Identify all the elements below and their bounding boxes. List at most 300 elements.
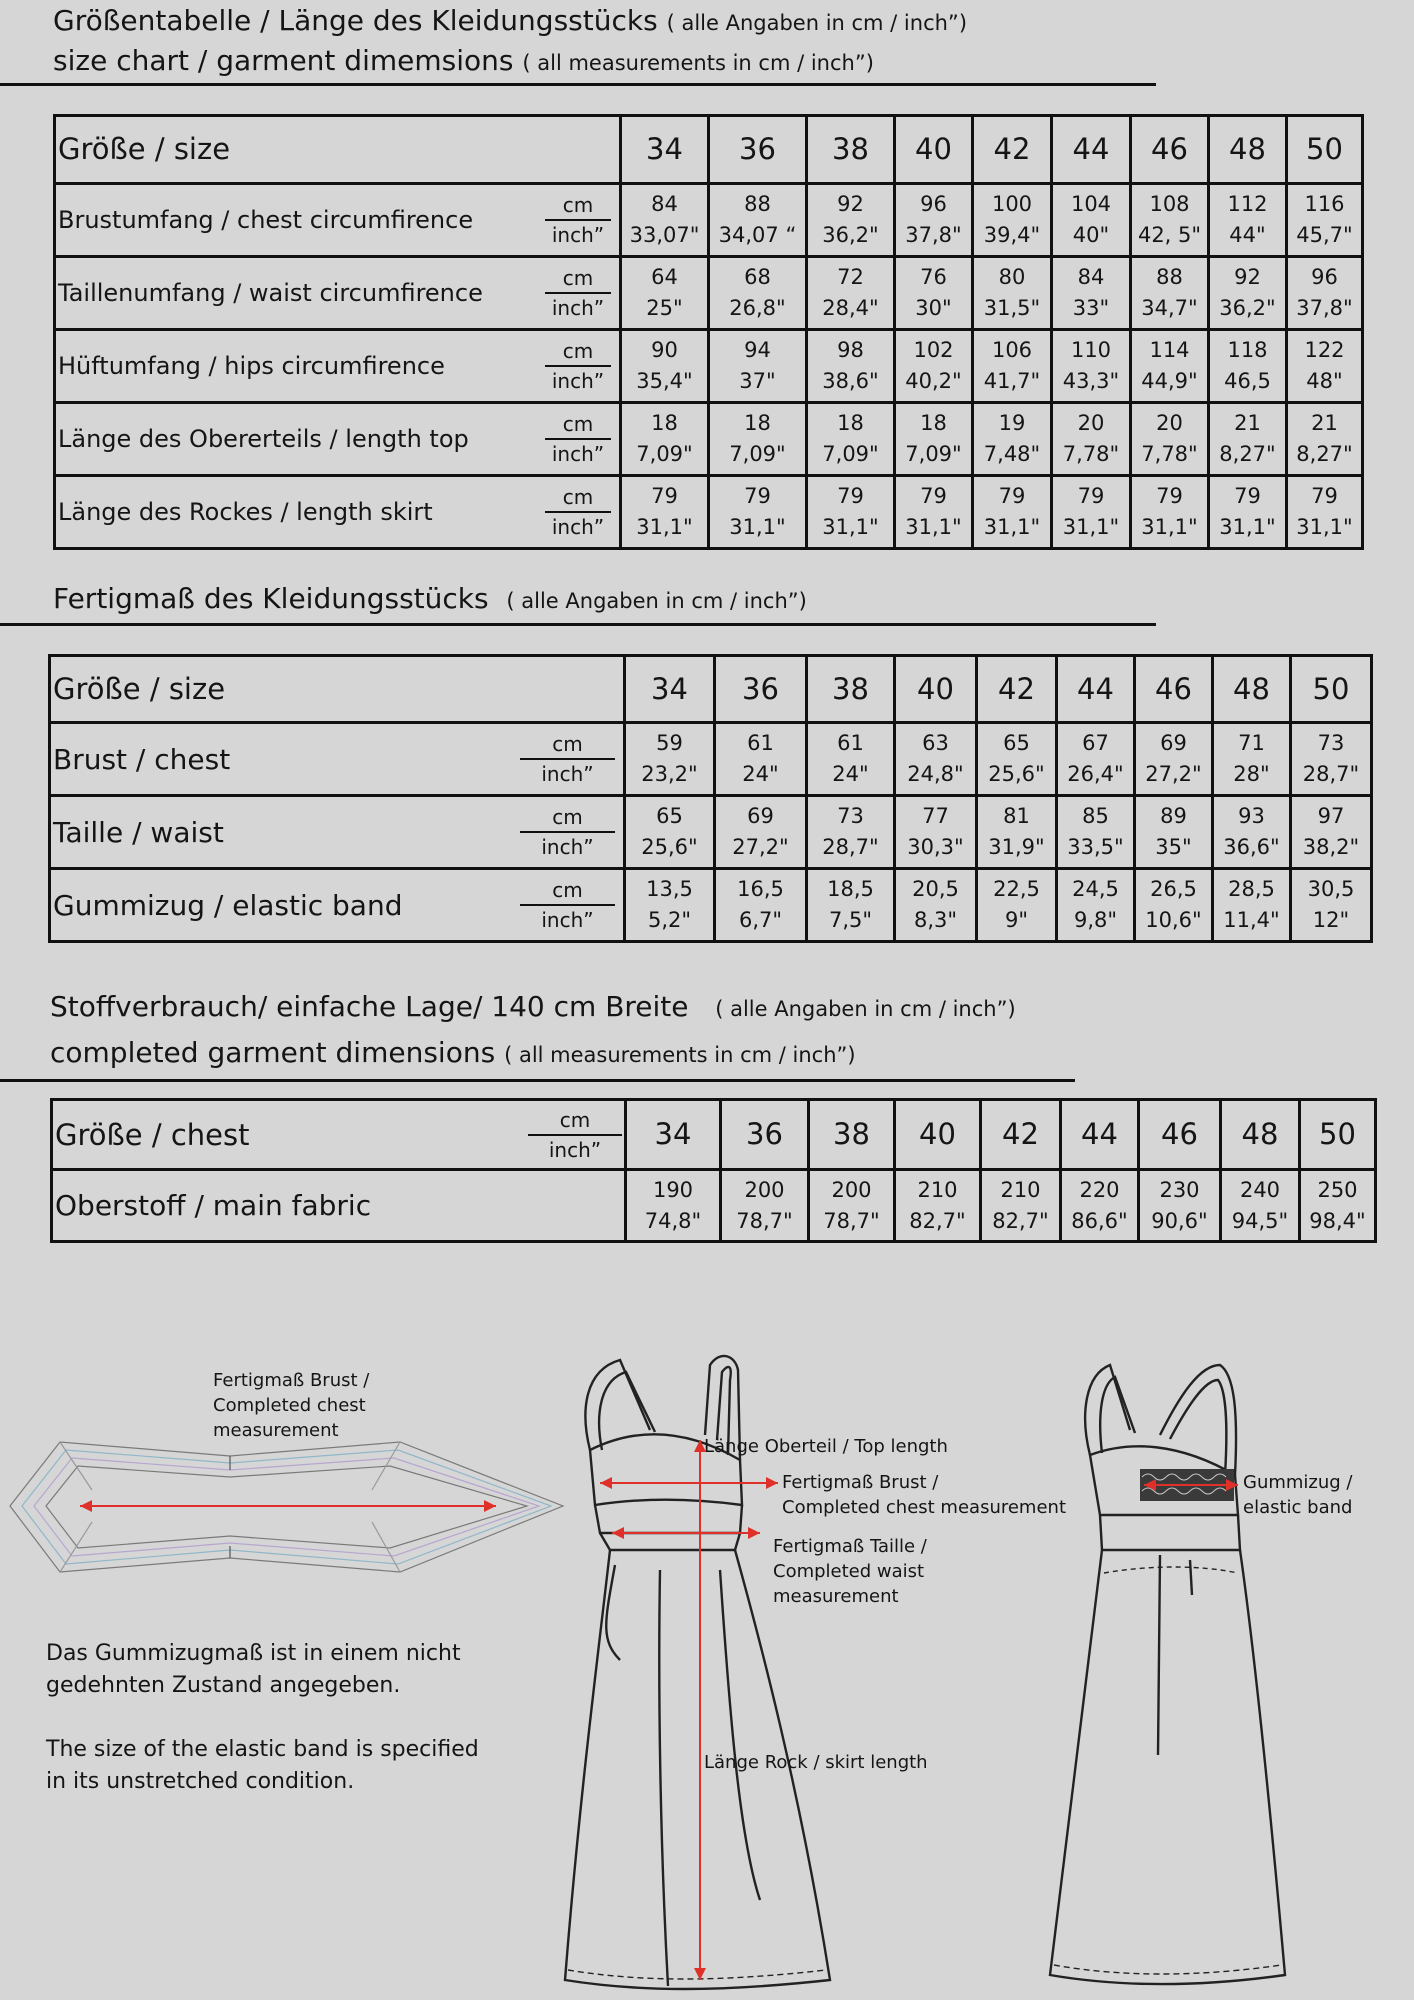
value-inch: 37"	[739, 369, 776, 393]
size-chart-row	[55, 330, 1363, 403]
size-header-cell: 40	[895, 656, 977, 723]
bodice-label-line: Completed chest	[213, 1395, 366, 1416]
row-label-cell	[50, 796, 625, 869]
measurement-cell	[1131, 184, 1209, 257]
size-header-cell: 44	[1052, 116, 1131, 184]
value-cm: 96	[1311, 265, 1338, 289]
measurement-cell	[807, 403, 895, 476]
unit-cm: cm	[545, 337, 611, 367]
unit-labels	[545, 264, 611, 322]
measurement-cell	[1209, 184, 1287, 257]
size-header-cell: 42	[981, 1100, 1061, 1170]
size-header-cell: 34	[625, 656, 715, 723]
value-cm: 88	[1156, 265, 1183, 289]
value-inch: 43,3"	[1062, 369, 1120, 393]
value-cm: 116	[1304, 192, 1345, 216]
measurement-cell	[709, 476, 807, 549]
measurement-cell	[1291, 723, 1372, 796]
unit-labels	[520, 730, 615, 788]
value-inch: 28,7"	[822, 835, 879, 859]
unit-inch: inch”	[551, 369, 605, 393]
fabric-header-label-text: Größe / chest	[55, 1117, 250, 1152]
measurement-cell	[1052, 330, 1131, 403]
measurement-cell	[807, 723, 895, 796]
measurement-cell	[715, 796, 807, 869]
value-inch: 42, 5"	[1137, 223, 1202, 247]
value-inch: 36,2"	[1219, 296, 1276, 320]
size-header-cell: 48	[1213, 656, 1291, 723]
measurement-cell	[807, 184, 895, 257]
bodice-label-line: Fertigmaß Brust /	[213, 1370, 370, 1391]
size-header-cell: 42	[977, 656, 1057, 723]
value-inch: 24"	[742, 762, 779, 786]
value-cm: 20	[1156, 411, 1183, 435]
unit-inch: inch”	[551, 442, 605, 466]
value-inch: 27,2"	[1145, 762, 1202, 786]
measurement-cell	[1209, 403, 1287, 476]
section3-title-de: Stoffverbrauch/ einfache Lage/ 140 cm Breite ( alle Angaben in cm / inch”)	[50, 990, 1016, 1023]
front-chest-label-line: Fertigmaß Brust /	[782, 1472, 939, 1493]
value-cm: 61	[747, 731, 774, 755]
measurement-cell	[895, 1170, 981, 1242]
value-cm: 67	[1082, 731, 1109, 755]
value-cm: 240	[1239, 1177, 1281, 1202]
garment-row	[50, 723, 1372, 796]
back-elastic-label-line: elastic band	[1243, 1497, 1353, 1518]
measurement-cell	[1052, 257, 1131, 330]
measurement-cell	[621, 330, 709, 403]
size-header-cell: 36	[709, 116, 807, 184]
measurement-cell	[709, 330, 807, 403]
value-cm: 20	[1077, 411, 1105, 435]
value-cm: 65	[656, 804, 683, 828]
value-inch: 31,1"	[636, 515, 693, 539]
garment-header-row	[50, 656, 1372, 723]
size-header-cell: 46	[1135, 656, 1213, 723]
value-cm: 89	[1160, 804, 1187, 828]
measurement-cell	[715, 869, 807, 942]
measurement-cell	[895, 723, 977, 796]
section1-note-en: ( all measurements in cm / inch”)	[522, 51, 874, 75]
measurement-cell	[981, 1170, 1061, 1242]
value-cm: 96	[920, 192, 947, 216]
section3-note-en: ( all measurements in cm / inch”)	[504, 1043, 856, 1067]
measurement-cell	[895, 184, 973, 257]
row-label: Oberstoff / main fabric	[55, 1189, 372, 1223]
value-cm: 28,5	[1228, 877, 1275, 901]
value-cm: 69	[747, 804, 774, 828]
unit-labels	[520, 876, 615, 934]
section1-title-de: Größentabelle / Länge des Kleidungsstücks ( alle Angaben in cm / inch”)	[53, 4, 968, 37]
value-cm: 94	[744, 338, 771, 362]
measurement-cell	[973, 330, 1052, 403]
value-cm: 59	[656, 731, 683, 755]
value-cm: 16,5	[737, 877, 784, 901]
row-label-cell	[55, 476, 621, 549]
size-header-cell: 48	[1221, 1100, 1300, 1170]
value-inch: 44,9"	[1141, 369, 1198, 393]
unit-cm: cm	[520, 876, 615, 906]
value-inch: 36,2"	[822, 223, 879, 247]
value-cm: 118	[1227, 338, 1268, 362]
measurement-cell	[977, 723, 1057, 796]
measurement-cell	[807, 476, 895, 549]
garment-row	[50, 796, 1372, 869]
value-inch: 40,2"	[905, 369, 962, 393]
fabric-row	[52, 1170, 1376, 1242]
measurement-cell	[1057, 869, 1135, 942]
garment-row	[50, 869, 1372, 942]
value-cm: 210	[917, 1177, 958, 1202]
value-cm: 81	[1003, 804, 1030, 828]
elastic-note-line: in its unstretched condition.	[46, 1769, 355, 1794]
size-header-cell: 34	[626, 1100, 721, 1170]
measurement-cell	[1131, 257, 1209, 330]
measurement-cell	[1287, 403, 1363, 476]
value-cm: 73	[1317, 731, 1345, 755]
measurement-cell	[621, 476, 709, 549]
row-label-cell	[55, 330, 621, 403]
size-header-cell: 46	[1139, 1100, 1221, 1170]
elastic-note-en	[46, 1734, 479, 1798]
value-cm: 68	[744, 265, 771, 289]
size-header-cell: 42	[973, 116, 1052, 184]
size-chart-row	[55, 476, 1363, 549]
value-inch: 33,5"	[1067, 835, 1124, 859]
measurement-cell	[977, 869, 1057, 942]
front-chest-label-line: Completed chest measurement	[782, 1497, 1067, 1518]
measurement-cell	[1135, 869, 1213, 942]
elastic-note-line: The size of the elastic band is specified	[46, 1737, 479, 1762]
measurement-cell	[1135, 723, 1213, 796]
value-inch: 74,8"	[644, 1208, 702, 1233]
row-label-cell	[50, 869, 625, 942]
value-inch: 82,7"	[909, 1208, 966, 1233]
value-cm: 18	[837, 411, 864, 435]
value-cm: 250	[1317, 1177, 1358, 1202]
measurement-cell	[709, 257, 807, 330]
value-cm: 19	[998, 411, 1026, 435]
size-header-cell: 44	[1057, 656, 1135, 723]
unit-labels	[545, 410, 611, 468]
value-cm: 210	[1000, 1177, 1041, 1202]
measurement-cell	[807, 330, 895, 403]
measurement-cell	[807, 796, 895, 869]
size-header-cell: 38	[807, 656, 895, 723]
measurement-cell	[1287, 184, 1363, 257]
value-inch: 8,3"	[913, 908, 958, 932]
measurement-cell	[895, 796, 977, 869]
measurement-cell	[1209, 476, 1287, 549]
measurement-cell	[1057, 796, 1135, 869]
value-cm: 106	[991, 338, 1033, 362]
value-inch: 7,09"	[729, 442, 786, 466]
value-inch: 7,09"	[636, 442, 693, 466]
size-header-cell: 36	[721, 1100, 809, 1170]
value-inch: 45,7"	[1296, 223, 1353, 247]
measurement-cell	[1052, 184, 1131, 257]
front-skirt-length-label: Länge Rock / skirt length	[704, 1752, 928, 1773]
section2-rule	[0, 623, 1156, 626]
measurement-cell	[807, 869, 895, 942]
value-inch: 41,7"	[983, 369, 1041, 393]
measurement-cell	[1300, 1170, 1376, 1242]
value-cm: 108	[1149, 192, 1190, 216]
size-header-cell: 40	[895, 1100, 981, 1170]
back-elastic-label-line: Gummizug /	[1243, 1472, 1353, 1493]
value-cm: 84	[1077, 265, 1105, 289]
measurement-cell	[973, 184, 1052, 257]
value-cm: 69	[1160, 731, 1187, 755]
unit-inch: inch”	[551, 296, 605, 320]
value-inch: 12"	[1312, 908, 1350, 932]
row-label: Gummizug / elastic band	[53, 888, 403, 922]
garment-dimensions-table	[48, 654, 1373, 943]
value-cm: 88	[744, 192, 771, 216]
unit-inch: inch”	[541, 835, 594, 859]
value-inch: 40"	[1072, 223, 1110, 247]
value-inch: 7,5"	[828, 908, 873, 932]
value-inch: 31,1"	[905, 515, 962, 539]
elastic-note-de	[46, 1638, 461, 1702]
value-cm: 18	[920, 411, 947, 435]
value-cm: 18,5	[827, 877, 874, 901]
value-inch: 37,8"	[1296, 296, 1353, 320]
size-header-cell: 50	[1291, 656, 1372, 723]
measurement-cell	[1139, 1170, 1221, 1242]
measurement-cell	[895, 476, 973, 549]
value-cm: 26,5	[1150, 877, 1197, 901]
front-waist-label-line: Fertigmaß Taille /	[773, 1536, 927, 1557]
value-inch: 38,2"	[1302, 835, 1360, 859]
measurement-cell	[973, 476, 1052, 549]
measurement-cell	[1052, 403, 1131, 476]
value-inch: 7,78"	[1062, 442, 1120, 466]
row-label: Länge des Rockes / length skirt	[58, 497, 433, 526]
measurement-cell	[625, 869, 715, 942]
measurement-cell	[1221, 1170, 1300, 1242]
value-inch: 28,7"	[1302, 762, 1360, 786]
value-cm: 77	[922, 804, 949, 828]
row-label-cell	[55, 257, 621, 330]
measurement-cell	[895, 257, 973, 330]
value-inch: 9,8"	[1073, 908, 1118, 932]
value-inch: 10,6"	[1145, 908, 1202, 932]
size-chart-row	[55, 257, 1363, 330]
value-inch: 7,78"	[1141, 442, 1198, 466]
value-inch: 31,1"	[1141, 515, 1198, 539]
value-cm: 18	[744, 411, 771, 435]
value-cm: 79	[744, 484, 771, 508]
section3-note-de: ( alle Angaben in cm / inch”)	[715, 997, 1016, 1021]
value-inch: 27,2"	[732, 835, 789, 859]
unit-cm: cm	[545, 191, 611, 221]
value-cm: 220	[1079, 1177, 1120, 1202]
measurement-cell	[1209, 330, 1287, 403]
unit-cm: cm	[528, 1106, 622, 1136]
value-cm: 61	[837, 731, 864, 755]
section3-title-en: completed garment dimensions ( all measurements in cm / inch”)	[50, 1036, 856, 1069]
measurement-cell	[1213, 796, 1291, 869]
value-cm: 102	[913, 338, 954, 362]
value-cm: 79	[1234, 484, 1261, 508]
value-inch: 33,07"	[629, 223, 700, 247]
measurement-cell	[1287, 476, 1363, 549]
value-cm: 200	[744, 1177, 785, 1202]
value-cm: 79	[1156, 484, 1183, 508]
fabric-header-label	[52, 1100, 626, 1170]
arrow-icon	[600, 1440, 778, 1980]
value-inch: 24,8"	[907, 762, 964, 786]
value-inch: 48"	[1306, 369, 1343, 393]
value-inch: 44"	[1229, 223, 1266, 247]
value-inch: 31,5"	[983, 296, 1041, 320]
value-cm: 79	[920, 484, 947, 508]
value-inch: 30,3"	[907, 835, 964, 859]
measurement-cell	[977, 796, 1057, 869]
measurement-cell	[621, 257, 709, 330]
measurement-cell	[895, 869, 977, 942]
value-cm: 92	[837, 192, 864, 216]
measurement-cell	[895, 403, 973, 476]
garment-header-label: Größe / size	[50, 656, 625, 723]
measurement-cell	[1213, 723, 1291, 796]
value-inch: 7,09"	[822, 442, 879, 466]
size-header-cell: 36	[715, 656, 807, 723]
value-cm: 85	[1082, 804, 1109, 828]
value-cm: 110	[1070, 338, 1112, 362]
value-inch: 24"	[832, 762, 869, 786]
measurement-cell	[621, 403, 709, 476]
measurement-cell	[1209, 257, 1287, 330]
value-inch: 26,4"	[1067, 762, 1124, 786]
value-inch: 78,7"	[823, 1208, 880, 1233]
section2-note-de: ( alle Angaben in cm / inch”)	[506, 589, 807, 613]
unit-cm: cm	[545, 483, 611, 513]
value-inch: 26,8"	[729, 296, 786, 320]
size-chart-row	[55, 403, 1363, 476]
measurement-cell	[1213, 869, 1291, 942]
value-inch: 5,2"	[647, 908, 692, 932]
size-header-cell: 40	[895, 116, 973, 184]
unit-inch: inch”	[551, 515, 605, 539]
measurement-cell	[1287, 330, 1363, 403]
section3-rule	[0, 1079, 1075, 1082]
front-waist-label	[773, 1534, 927, 1609]
value-inch: 8,27"	[1296, 442, 1353, 466]
value-cm: 64	[651, 265, 678, 289]
value-cm: 80	[998, 265, 1026, 289]
value-cm: 79	[651, 484, 678, 508]
value-inch: 31,1"	[822, 515, 879, 539]
row-label-cell	[55, 184, 621, 257]
measurement-cell	[1291, 869, 1372, 942]
size-header-cell: 50	[1287, 116, 1363, 184]
front-waist-label-line: measurement	[773, 1586, 899, 1607]
size-header-cell: 34	[621, 116, 709, 184]
value-inch: 25"	[646, 296, 683, 320]
value-inch: 86,6"	[1071, 1208, 1128, 1233]
value-inch: 31,9"	[988, 835, 1045, 859]
row-label-cell	[50, 723, 625, 796]
value-inch: 38,6"	[822, 369, 879, 393]
measurement-cell	[625, 796, 715, 869]
value-cm: 104	[1070, 192, 1112, 216]
measurement-cell	[621, 184, 709, 257]
value-cm: 21	[1234, 411, 1261, 435]
measurement-cell	[1287, 257, 1363, 330]
unit-labels	[528, 1106, 622, 1164]
measurement-cell	[1052, 476, 1131, 549]
measurement-cell	[721, 1170, 809, 1242]
value-cm: 122	[1304, 338, 1345, 362]
measurement-cell	[807, 257, 895, 330]
unit-cm: cm	[545, 264, 611, 294]
value-cm: 72	[837, 265, 864, 289]
value-cm: 190	[652, 1177, 694, 1202]
value-inch: 82,7"	[992, 1208, 1049, 1233]
back-elastic-label	[1243, 1470, 1353, 1520]
measurement-cell	[1131, 403, 1209, 476]
fabric-header-row	[52, 1100, 1376, 1170]
unit-labels	[545, 483, 611, 541]
unit-inch: inch”	[541, 908, 594, 932]
bodice-label-line: measurement	[213, 1420, 339, 1441]
value-cm: 114	[1149, 338, 1190, 362]
measurement-cell	[973, 257, 1052, 330]
value-cm: 79	[998, 484, 1026, 508]
measurement-cell	[709, 184, 807, 257]
value-inch: 35,4"	[636, 369, 693, 393]
value-cm: 20,5	[912, 877, 959, 901]
row-label: Taille / waist	[53, 815, 224, 849]
fabric-consumption-table	[50, 1098, 1377, 1243]
size-chart-header-row	[55, 116, 1363, 184]
unit-inch: inch”	[551, 223, 605, 247]
value-cm: 73	[837, 804, 864, 828]
front-top-length-label: Länge Oberteil / Top length	[704, 1436, 948, 1457]
value-cm: 79	[837, 484, 864, 508]
size-header-cell: 38	[807, 116, 895, 184]
value-cm: 65	[1003, 731, 1030, 755]
value-inch: 30"	[915, 296, 952, 320]
measurement-cell	[626, 1170, 721, 1242]
value-cm: 30,5	[1307, 877, 1355, 901]
value-inch: 31,1"	[1062, 515, 1120, 539]
value-inch: 23,2"	[641, 762, 698, 786]
size-chart-header-label: Größe / size	[55, 116, 621, 184]
value-cm: 22,5	[993, 877, 1040, 901]
measurement-cell	[625, 723, 715, 796]
value-inch: 36,6"	[1223, 835, 1280, 859]
value-cm: 98	[837, 338, 864, 362]
row-label: Länge des Obererteils / length top	[58, 424, 469, 453]
value-inch: 98,4"	[1309, 1208, 1366, 1233]
value-inch: 31,1"	[729, 515, 786, 539]
unit-cm: cm	[545, 410, 611, 440]
size-header-cell: 38	[809, 1100, 895, 1170]
value-inch: 34,07 “	[718, 223, 797, 247]
unit-labels	[545, 191, 611, 249]
measurement-cell	[1131, 476, 1209, 549]
value-inch: 11,4"	[1223, 908, 1280, 932]
measurement-cell	[809, 1170, 895, 1242]
value-inch: 35"	[1155, 835, 1192, 859]
measurement-cell	[709, 403, 807, 476]
value-inch: 8,27"	[1219, 442, 1276, 466]
section2-title-de: Fertigmaß des Kleidungsstücks ( alle Angaben in cm / inch”)	[53, 582, 807, 615]
value-inch: 94,5"	[1231, 1208, 1289, 1233]
